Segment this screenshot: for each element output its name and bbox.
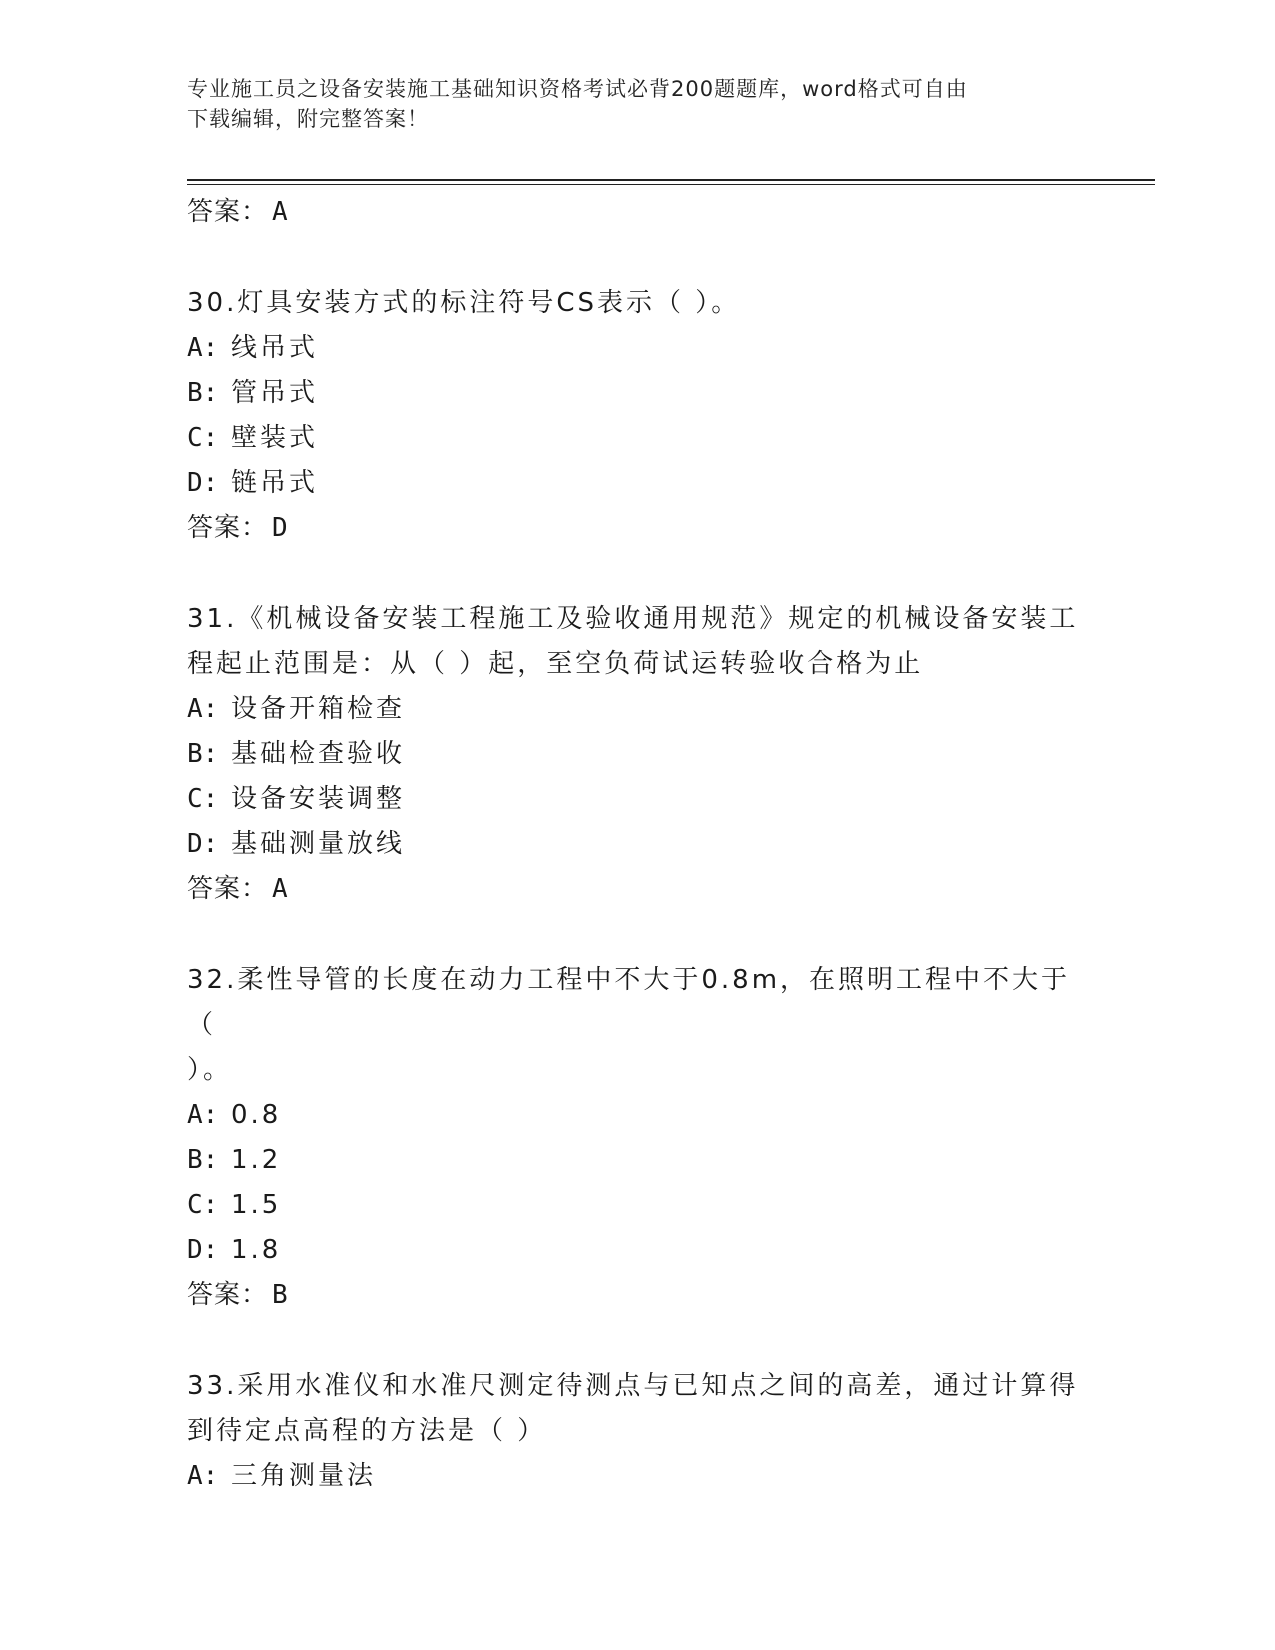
question-block-32 [187,958,1087,1318]
option-text: 设备开箱检查 [231,694,406,724]
option-a [187,1454,1087,1499]
answer-value: A [272,197,289,227]
option-key: B: [187,739,219,769]
question-block-33 [187,1364,1087,1499]
answer-value: B [272,1280,289,1310]
option-text: 1.2 [231,1145,282,1175]
answer-label: 答案： [187,197,269,227]
question-block-31 [187,597,1087,912]
answer-label: 答案： [187,874,269,904]
answer-line [187,190,1087,235]
question-list [187,190,1087,1499]
option-key: A: [187,333,219,363]
option-a [187,326,1087,371]
option-c [187,1183,1087,1228]
header-line-2: 下载编辑，附完整答案！ [187,107,429,131]
option-text: 0.8 [231,1100,282,1130]
question-text [187,1364,1087,1454]
option-text: 管吊式 [231,378,319,408]
option-key: A: [187,694,219,724]
spacer [187,235,1087,281]
option-d [187,822,1087,867]
option-key: B: [187,1145,219,1175]
answer-value: A [272,874,289,904]
question-text-line-1: 32.柔性导管的长度在动力工程中不大于0.8m，在照明工程中不大于（ [187,965,1071,1040]
option-key: C: [187,423,219,453]
option-key: A: [187,1461,219,1491]
question-text-line-1: 31.《机械设备安装工程施工及验收通用规范》规定的机械设备安装工 [187,604,1079,634]
option-b [187,371,1087,416]
option-d [187,461,1087,506]
option-c [187,777,1087,822]
answer-label: 答案： [187,513,269,543]
option-c [187,416,1087,461]
option-text: 线吊式 [231,333,319,363]
question-text-line-2: 程起止范围是：从（ ）起，至空负荷试运转验收合格为止 [187,649,924,679]
answer-value: D [272,513,289,543]
question-block-30 [187,281,1087,551]
question-text [187,958,1087,1093]
header-rule-thin [187,184,1155,185]
header-rule-thick [187,179,1155,181]
option-key: A: [187,1100,219,1130]
option-text: 1.5 [231,1190,282,1220]
option-key: D: [187,468,219,498]
option-key: D: [187,829,219,859]
option-text: 1.8 [231,1235,282,1265]
option-text: 三角测量法 [231,1461,377,1491]
option-b [187,732,1087,777]
spacer [187,912,1087,958]
question-text: 30.灯具安装方式的标注符号CS表示（ ）。 [187,288,741,318]
option-a [187,687,1087,732]
document-header [187,74,1077,134]
question-text-line-1: 33.采用水准仪和水准尺测定待测点与已知点之间的高差，通过计算得 [187,1371,1079,1401]
spacer [187,1318,1087,1364]
question-text [187,597,1087,687]
option-key: B: [187,378,219,408]
option-key: C: [187,784,219,814]
header-line-1: 专业施工员之设备安装施工基础知识资格考试必背200题题库，word格式可自由 [187,77,968,101]
option-key: C: [187,1190,219,1220]
answer-line [187,1273,1087,1318]
option-key: D: [187,1235,219,1265]
answer-label: 答案： [187,1280,269,1310]
answer-line [187,506,1087,551]
option-text: 壁装式 [231,423,319,453]
spacer [187,551,1087,597]
option-d [187,1228,1087,1273]
option-text: 设备安装调整 [231,784,406,814]
answer-line [187,867,1087,912]
option-b [187,1138,1087,1183]
option-text: 基础测量放线 [231,829,406,859]
option-text: 链吊式 [231,468,319,498]
option-a [187,1093,1087,1138]
question-text-line-2: 到待定点高程的方法是（ ） [187,1416,547,1446]
question-text-line-2: ）。 [187,1055,233,1085]
option-text: 基础检查验收 [231,739,406,769]
